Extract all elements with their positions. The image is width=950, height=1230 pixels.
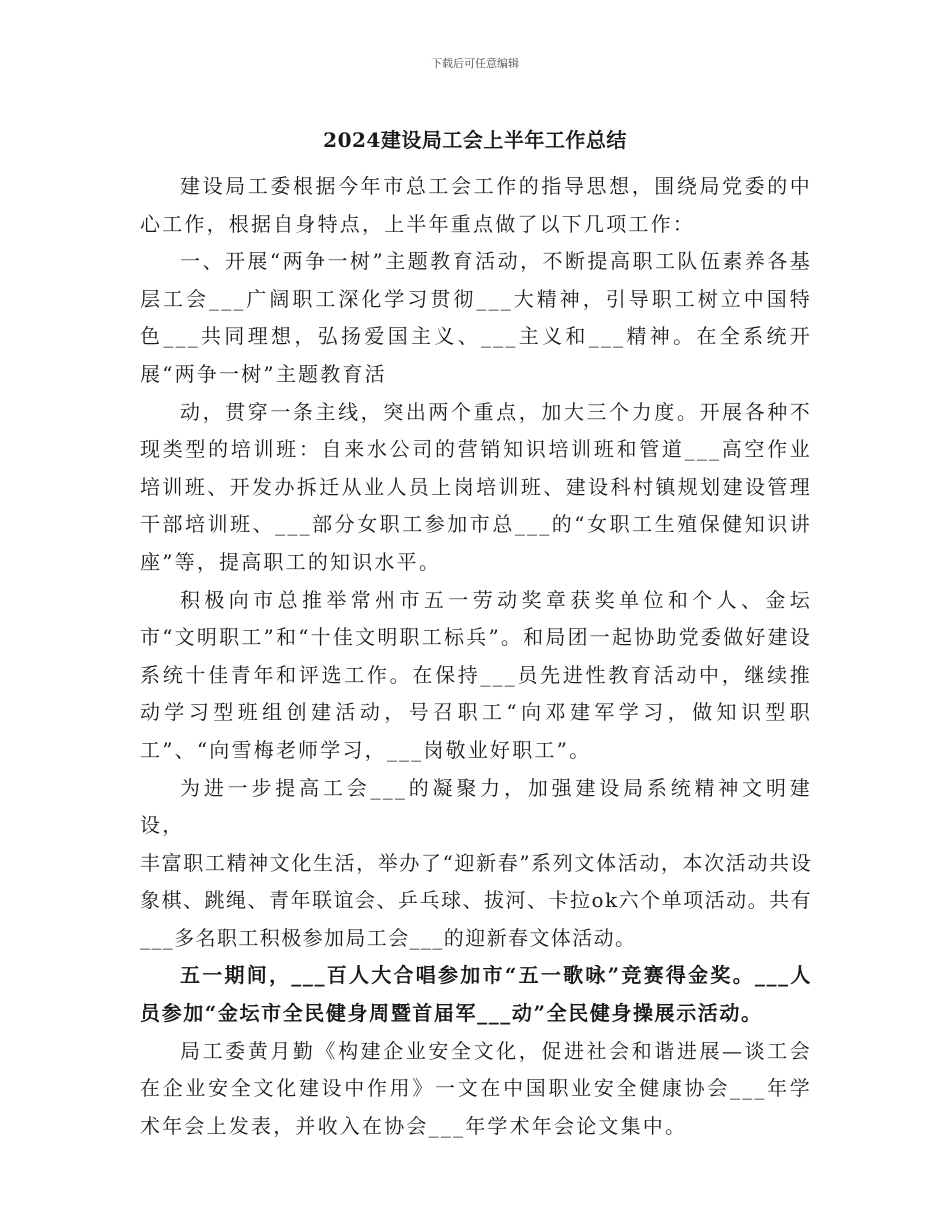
paragraph-activities: 丰富职工精神文化生活，举办了“迎新春”系列文体活动，本次活动共设象棋、跳绳、青年联谊会、乒乓球、拔河、卡拉ok六个单项活动。共有___多名职工积极参加局工会___的迎新春文体活动。 bbox=[140, 850, 812, 950]
document-title: 2024建设局工会上半年工作总结 bbox=[323, 128, 627, 152]
paragraph-section-one: 一、开展“两争一树”主题教育活动，不断提高职工队伍素养各基层工会___广阔职工深化学习贯彻___大精神，引导职工树立中国特色___共同理想，弘扬爱国主义、___主义和___精神。在全系统开展“两争一树”主题教育活 bbox=[140, 249, 812, 386]
paragraph-training: 动，贯穿一条主线，突出两个重点，加大三个力度。开展各种不现类型的培训班：自来水公司的营销知识培训班和管道___高空作业培训班、开发办拆迁从业人员上岗培训班、建设科村镇规划建设管理干部培训班、___部分女职工参加市总___的“女职工生殖保健知识讲座”等，提高职工的知识水平。 bbox=[140, 399, 812, 574]
paragraph-may-day: 五一期间，___百人大合唱参加市“五一歌咏”竞赛得金奖。___人员参加“金坛市全民健身周暨首届军___动”全民健身操展示活动。 bbox=[140, 963, 812, 1026]
paragraph-intro: 建设局工委根据今年市总工会工作的指导思想，围绕局党委的中心工作，根据自身特点，上半年重点做了以下几项工作： bbox=[140, 174, 812, 236]
paragraph-awards: 积极向市总推举常州市五一劳动奖章获奖单位和个人、金坛市“文明职工”和“十佳文明职工标兵”。和局团一起协助党委做好建设系统十佳青年和评选工作。在保持___员先进性教育活动中，继续推动学习型班组创建活动，号召职工“向邓建军学习，做知识型职工”、“向雪梅老师学习，___岗敬业好职工”。 bbox=[140, 587, 812, 762]
paragraph-publication: 局工委黄月勤《构建企业安全文化，促进社会和谐进展—谈工会在企业安全文化建设中作用》一文在中国职业安全健康协会___年学术年会上发表，并收入在协会___年学术年会论文集中。 bbox=[140, 1038, 812, 1138]
document-body bbox=[140, 168, 812, 1145]
paragraph-cohesion: 为进一步提高工会___的凝聚力，加强建设局系统精神文明建设， bbox=[140, 775, 812, 838]
header-note: 下载后可任意编辑 bbox=[431, 57, 519, 70]
